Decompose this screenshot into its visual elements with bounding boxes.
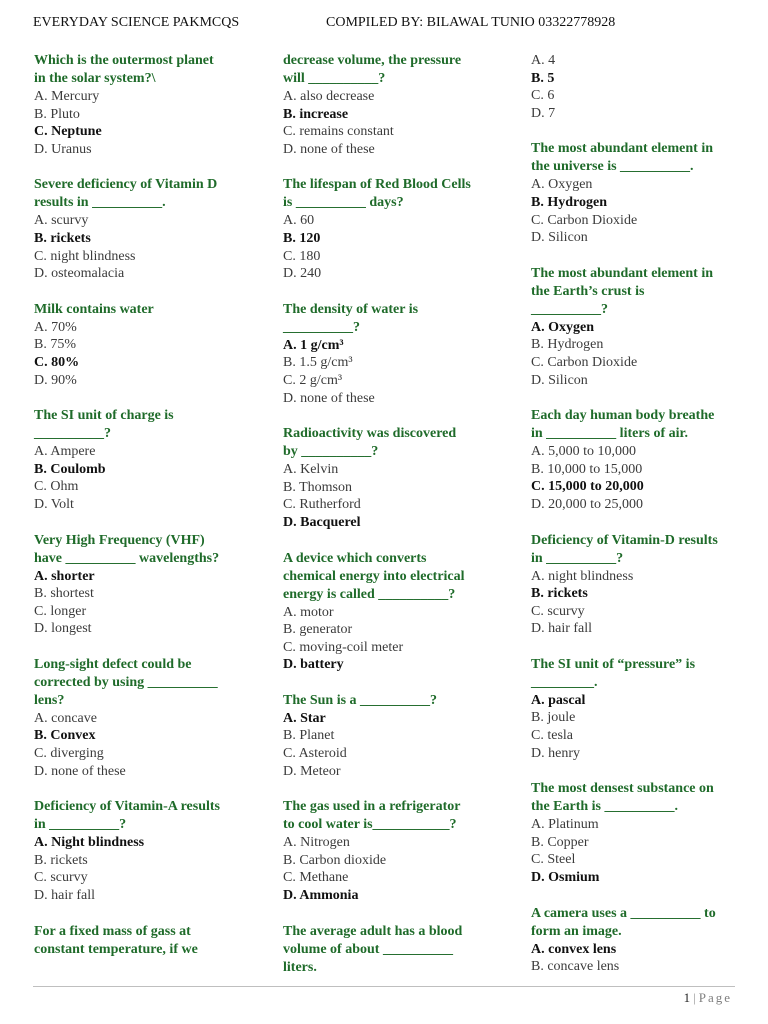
mcq-item bbox=[34, 656, 256, 780]
answer-option-correct: D. battery bbox=[283, 657, 344, 673]
answer-option: C. longer bbox=[34, 603, 87, 619]
question-text: in __________? bbox=[34, 817, 127, 833]
mcq-item bbox=[34, 798, 256, 904]
answer-option: B. Planet bbox=[283, 728, 335, 744]
mcq-item bbox=[34, 301, 256, 389]
page-number: 1 bbox=[683, 990, 691, 1005]
answer-option-correct: D. Bacquerel bbox=[283, 514, 361, 530]
question-text: decrease volume, the pressure bbox=[283, 53, 462, 68]
question-text: the Earth is __________. bbox=[531, 799, 678, 815]
mcq-item bbox=[283, 52, 505, 158]
answer-option: D. 20,000 to 25,000 bbox=[531, 496, 643, 512]
spacer bbox=[283, 674, 505, 692]
spacer bbox=[34, 638, 256, 656]
answer-option: A. night blindness bbox=[531, 568, 634, 584]
answer-option: B. Hydrogen bbox=[531, 337, 604, 353]
answer-option-correct: A. shorter bbox=[34, 568, 95, 584]
answer-option: C. Steel bbox=[531, 852, 576, 868]
mcq-item bbox=[531, 905, 753, 976]
question-text: The most abundant element in bbox=[531, 265, 714, 281]
answer-option: C. scurvy bbox=[34, 870, 88, 886]
mcq-item bbox=[531, 532, 753, 638]
spacer bbox=[531, 514, 753, 532]
answer-option-correct: C. 80% bbox=[34, 354, 80, 370]
question-text: __________? bbox=[283, 319, 360, 335]
question-text: _________. bbox=[531, 674, 598, 690]
question-text: volume of about __________ bbox=[283, 941, 453, 957]
question-text: have __________ wavelengths? bbox=[34, 550, 220, 566]
answer-option: B. joule bbox=[531, 710, 576, 726]
spacer bbox=[34, 158, 256, 176]
page-header bbox=[33, 15, 735, 35]
spacer bbox=[34, 780, 256, 798]
answer-option: A. concave bbox=[34, 710, 97, 726]
answer-option: C. night blindness bbox=[34, 248, 136, 264]
spacer bbox=[531, 247, 753, 265]
answer-option: C. diverging bbox=[34, 746, 104, 762]
question-text: will __________? bbox=[283, 71, 386, 86]
answer-option: A. 5,000 to 10,000 bbox=[531, 444, 636, 460]
answer-option: A. Kelvin bbox=[283, 462, 339, 478]
answer-option-correct: A. Night blindness bbox=[34, 835, 145, 851]
answer-option: A. Platinum bbox=[531, 817, 599, 833]
answer-option: C. remains constant bbox=[283, 124, 394, 140]
page-label: Page bbox=[698, 990, 732, 1005]
answer-option-correct: D. Osmium bbox=[531, 870, 600, 886]
spacer bbox=[34, 389, 256, 407]
spacer bbox=[34, 283, 256, 301]
answer-option: D. henry bbox=[531, 745, 580, 761]
answer-option-correct: B. rickets bbox=[34, 230, 91, 246]
answer-option: D. none of these bbox=[283, 141, 375, 157]
answer-option: A. Oxygen bbox=[531, 177, 593, 193]
mcq-item bbox=[531, 265, 753, 389]
answer-option: D. none of these bbox=[283, 390, 375, 406]
question-text: in the solar system?\ bbox=[34, 71, 156, 86]
answer-option: D. 90% bbox=[34, 372, 77, 388]
question-text: constant temperature, if we bbox=[34, 941, 198, 957]
answer-option: D. hair fall bbox=[34, 888, 96, 904]
answer-option-correct: B. rickets bbox=[531, 586, 588, 602]
spacer bbox=[531, 887, 753, 905]
answer-option: C. Asteroid bbox=[283, 746, 347, 762]
answer-option: A. Mercury bbox=[34, 89, 100, 104]
answer-option-correct: C. Neptune bbox=[34, 124, 102, 140]
question-text: The Sun is a __________? bbox=[283, 692, 438, 708]
question-text: form an image. bbox=[531, 923, 622, 939]
question-text: the Earth’s crust is bbox=[531, 283, 645, 299]
mcq-item bbox=[283, 301, 505, 407]
mcq-item bbox=[531, 52, 753, 122]
answer-option: B. Carbon dioxide bbox=[283, 852, 387, 868]
mcq-item bbox=[283, 692, 505, 780]
question-text: __________? bbox=[34, 426, 111, 442]
question-text: corrected by using __________ bbox=[34, 674, 218, 690]
mcq-item bbox=[34, 52, 256, 158]
answer-option: C. moving-coil meter bbox=[283, 639, 404, 655]
spacer bbox=[34, 905, 256, 923]
spacer bbox=[531, 638, 753, 656]
mcq-item bbox=[283, 176, 505, 282]
question-text: the universe is __________. bbox=[531, 159, 694, 175]
answer-option: B. 75% bbox=[34, 337, 76, 353]
answer-option: C. 6 bbox=[531, 88, 555, 104]
spacer bbox=[283, 905, 505, 923]
mcq-item bbox=[34, 923, 256, 959]
footer-separator: | bbox=[693, 990, 696, 1005]
question-text: energy is called __________? bbox=[283, 586, 456, 602]
mcq-item bbox=[283, 798, 505, 904]
answer-option-correct: A. Star bbox=[283, 710, 326, 726]
answer-option: D. none of these bbox=[34, 763, 126, 779]
question-text: The SI unit of “pressure” is bbox=[531, 656, 696, 672]
answer-option: A. also decrease bbox=[283, 89, 375, 104]
question-text: The average adult has a blood bbox=[283, 923, 463, 939]
question-text: chemical energy into electrical bbox=[283, 568, 465, 584]
mcq-item bbox=[283, 923, 505, 977]
question-text: to cool water is___________? bbox=[283, 817, 457, 833]
question-text: Deficiency of Vitamin-D results bbox=[531, 532, 718, 548]
question-text: is __________ days? bbox=[283, 195, 404, 211]
mcq-item bbox=[531, 140, 753, 246]
question-text: Long-sight defect could be bbox=[34, 656, 192, 672]
question-text: A device which converts bbox=[283, 550, 427, 566]
header-compiler: COMPILED BY: BILAWAL TUNIO 03322778928 bbox=[326, 15, 616, 30]
question-text: lens? bbox=[34, 692, 65, 708]
header-title: EVERYDAY SCIENCE PAKMCQS bbox=[33, 15, 240, 30]
answer-option: C. Carbon Dioxide bbox=[531, 212, 638, 228]
mcq-item bbox=[34, 532, 256, 638]
question-text: The most abundant element in bbox=[531, 141, 714, 157]
answer-option-correct: A. 1 g/cm³ bbox=[283, 337, 344, 353]
answer-option: D. Silicon bbox=[531, 372, 588, 388]
answer-option: C. scurvy bbox=[531, 603, 585, 619]
answer-option: B. Copper bbox=[531, 834, 589, 850]
answer-option: D. Volt bbox=[34, 496, 74, 512]
answer-option: B. shortest bbox=[34, 586, 94, 602]
answer-option: D. hair fall bbox=[531, 621, 593, 637]
spacer bbox=[531, 762, 753, 780]
question-text: Deficiency of Vitamin-A results bbox=[34, 799, 220, 815]
answer-option: A. scurvy bbox=[34, 213, 89, 229]
spacer bbox=[283, 780, 505, 798]
question-text: Radioactivity was discovered bbox=[283, 426, 457, 442]
answer-option: C. Rutherford bbox=[283, 497, 361, 513]
answer-option: D. 7 bbox=[531, 105, 556, 121]
question-text: liters. bbox=[283, 959, 317, 975]
answer-option: B. 10,000 to 15,000 bbox=[531, 461, 643, 477]
answer-option-correct: B. 120 bbox=[283, 230, 321, 246]
answer-option: A. motor bbox=[283, 604, 334, 620]
question-text: Milk contains water bbox=[34, 301, 154, 317]
answer-option: C. tesla bbox=[531, 728, 573, 744]
answer-option: B. 1.5 g/cm³ bbox=[283, 355, 353, 371]
mcq-item bbox=[531, 780, 753, 886]
question-text: by __________? bbox=[283, 444, 379, 460]
spacer bbox=[531, 122, 753, 140]
mcq-item bbox=[34, 407, 256, 513]
question-text: The SI unit of charge is bbox=[34, 408, 174, 424]
answer-option-correct: B. increase bbox=[283, 106, 349, 122]
mcq-item bbox=[283, 425, 505, 531]
question-text: __________? bbox=[531, 301, 608, 317]
answer-option: C. Methane bbox=[283, 870, 349, 886]
question-text: For a fixed mass of gass at bbox=[34, 923, 191, 939]
question-text: Very High Frequency (VHF) bbox=[34, 532, 205, 548]
answer-option: D. osteomalacia bbox=[34, 266, 125, 282]
answer-option-correct: A. Oxygen bbox=[531, 319, 594, 335]
column-2 bbox=[283, 52, 505, 977]
spacer bbox=[283, 158, 505, 176]
answer-option: A. 60 bbox=[283, 213, 315, 229]
answer-option: A. Nitrogen bbox=[283, 835, 350, 851]
question-text: The most densest substance on bbox=[531, 781, 714, 797]
answer-option: B. Thomson bbox=[283, 479, 352, 495]
answer-option-correct: C. 15,000 to 20,000 bbox=[531, 479, 644, 495]
answer-option-correct: D. Ammonia bbox=[283, 888, 359, 904]
question-text: in __________? bbox=[531, 550, 624, 566]
answer-option: C. 180 bbox=[283, 248, 321, 264]
spacer bbox=[283, 407, 505, 425]
answer-option: A. 4 bbox=[531, 53, 556, 68]
question-text: The lifespan of Red Blood Cells bbox=[283, 177, 471, 193]
spacer bbox=[531, 389, 753, 407]
mcq-item bbox=[531, 656, 753, 762]
answer-option-correct: B. 5 bbox=[531, 70, 555, 86]
answer-option-correct: B. Convex bbox=[34, 728, 96, 744]
mcq-item bbox=[531, 407, 753, 513]
answer-option: B. rickets bbox=[34, 852, 88, 868]
page-footer bbox=[684, 990, 732, 1006]
spacer bbox=[283, 283, 505, 301]
question-text: Severe deficiency of Vitamin D bbox=[34, 177, 218, 193]
footer-divider bbox=[33, 986, 735, 987]
answer-option-correct: B. Coulomb bbox=[34, 461, 106, 477]
question-text: results in __________. bbox=[34, 195, 166, 211]
question-text: Each day human body breathe bbox=[531, 408, 715, 424]
answer-option: A. 70% bbox=[34, 319, 77, 335]
answer-option: D. Meteor bbox=[283, 763, 341, 779]
answer-option-correct: A. pascal bbox=[531, 692, 586, 708]
spacer bbox=[283, 532, 505, 550]
answer-option: A. Ampere bbox=[34, 444, 96, 460]
question-text: A camera uses a __________ to bbox=[531, 905, 716, 921]
column-3 bbox=[531, 52, 753, 976]
answer-option: B. concave lens bbox=[531, 959, 620, 975]
answer-option: C. Ohm bbox=[34, 479, 79, 495]
answer-option: B. generator bbox=[283, 622, 353, 638]
mcq-item bbox=[34, 176, 256, 282]
answer-option: B. Pluto bbox=[34, 106, 80, 122]
answer-option-correct: B. Hydrogen bbox=[531, 194, 607, 210]
question-text: The density of water is bbox=[283, 301, 419, 317]
answer-option: D. Silicon bbox=[531, 230, 588, 246]
question-text: in __________ liters of air. bbox=[531, 426, 688, 442]
answer-option: D. 240 bbox=[283, 266, 322, 282]
answer-option: D. Uranus bbox=[34, 141, 92, 157]
spacer bbox=[34, 514, 256, 532]
question-text: The gas used in a refrigerator bbox=[283, 799, 461, 815]
answer-option: C. Carbon Dioxide bbox=[531, 354, 638, 370]
column-1 bbox=[34, 52, 256, 959]
answer-option: C. 2 g/cm³ bbox=[283, 372, 343, 388]
answer-option: D. longest bbox=[34, 621, 92, 637]
mcq-item bbox=[283, 550, 505, 674]
question-text: Which is the outermost planet bbox=[34, 53, 214, 68]
answer-option-correct: A. convex lens bbox=[531, 941, 617, 957]
